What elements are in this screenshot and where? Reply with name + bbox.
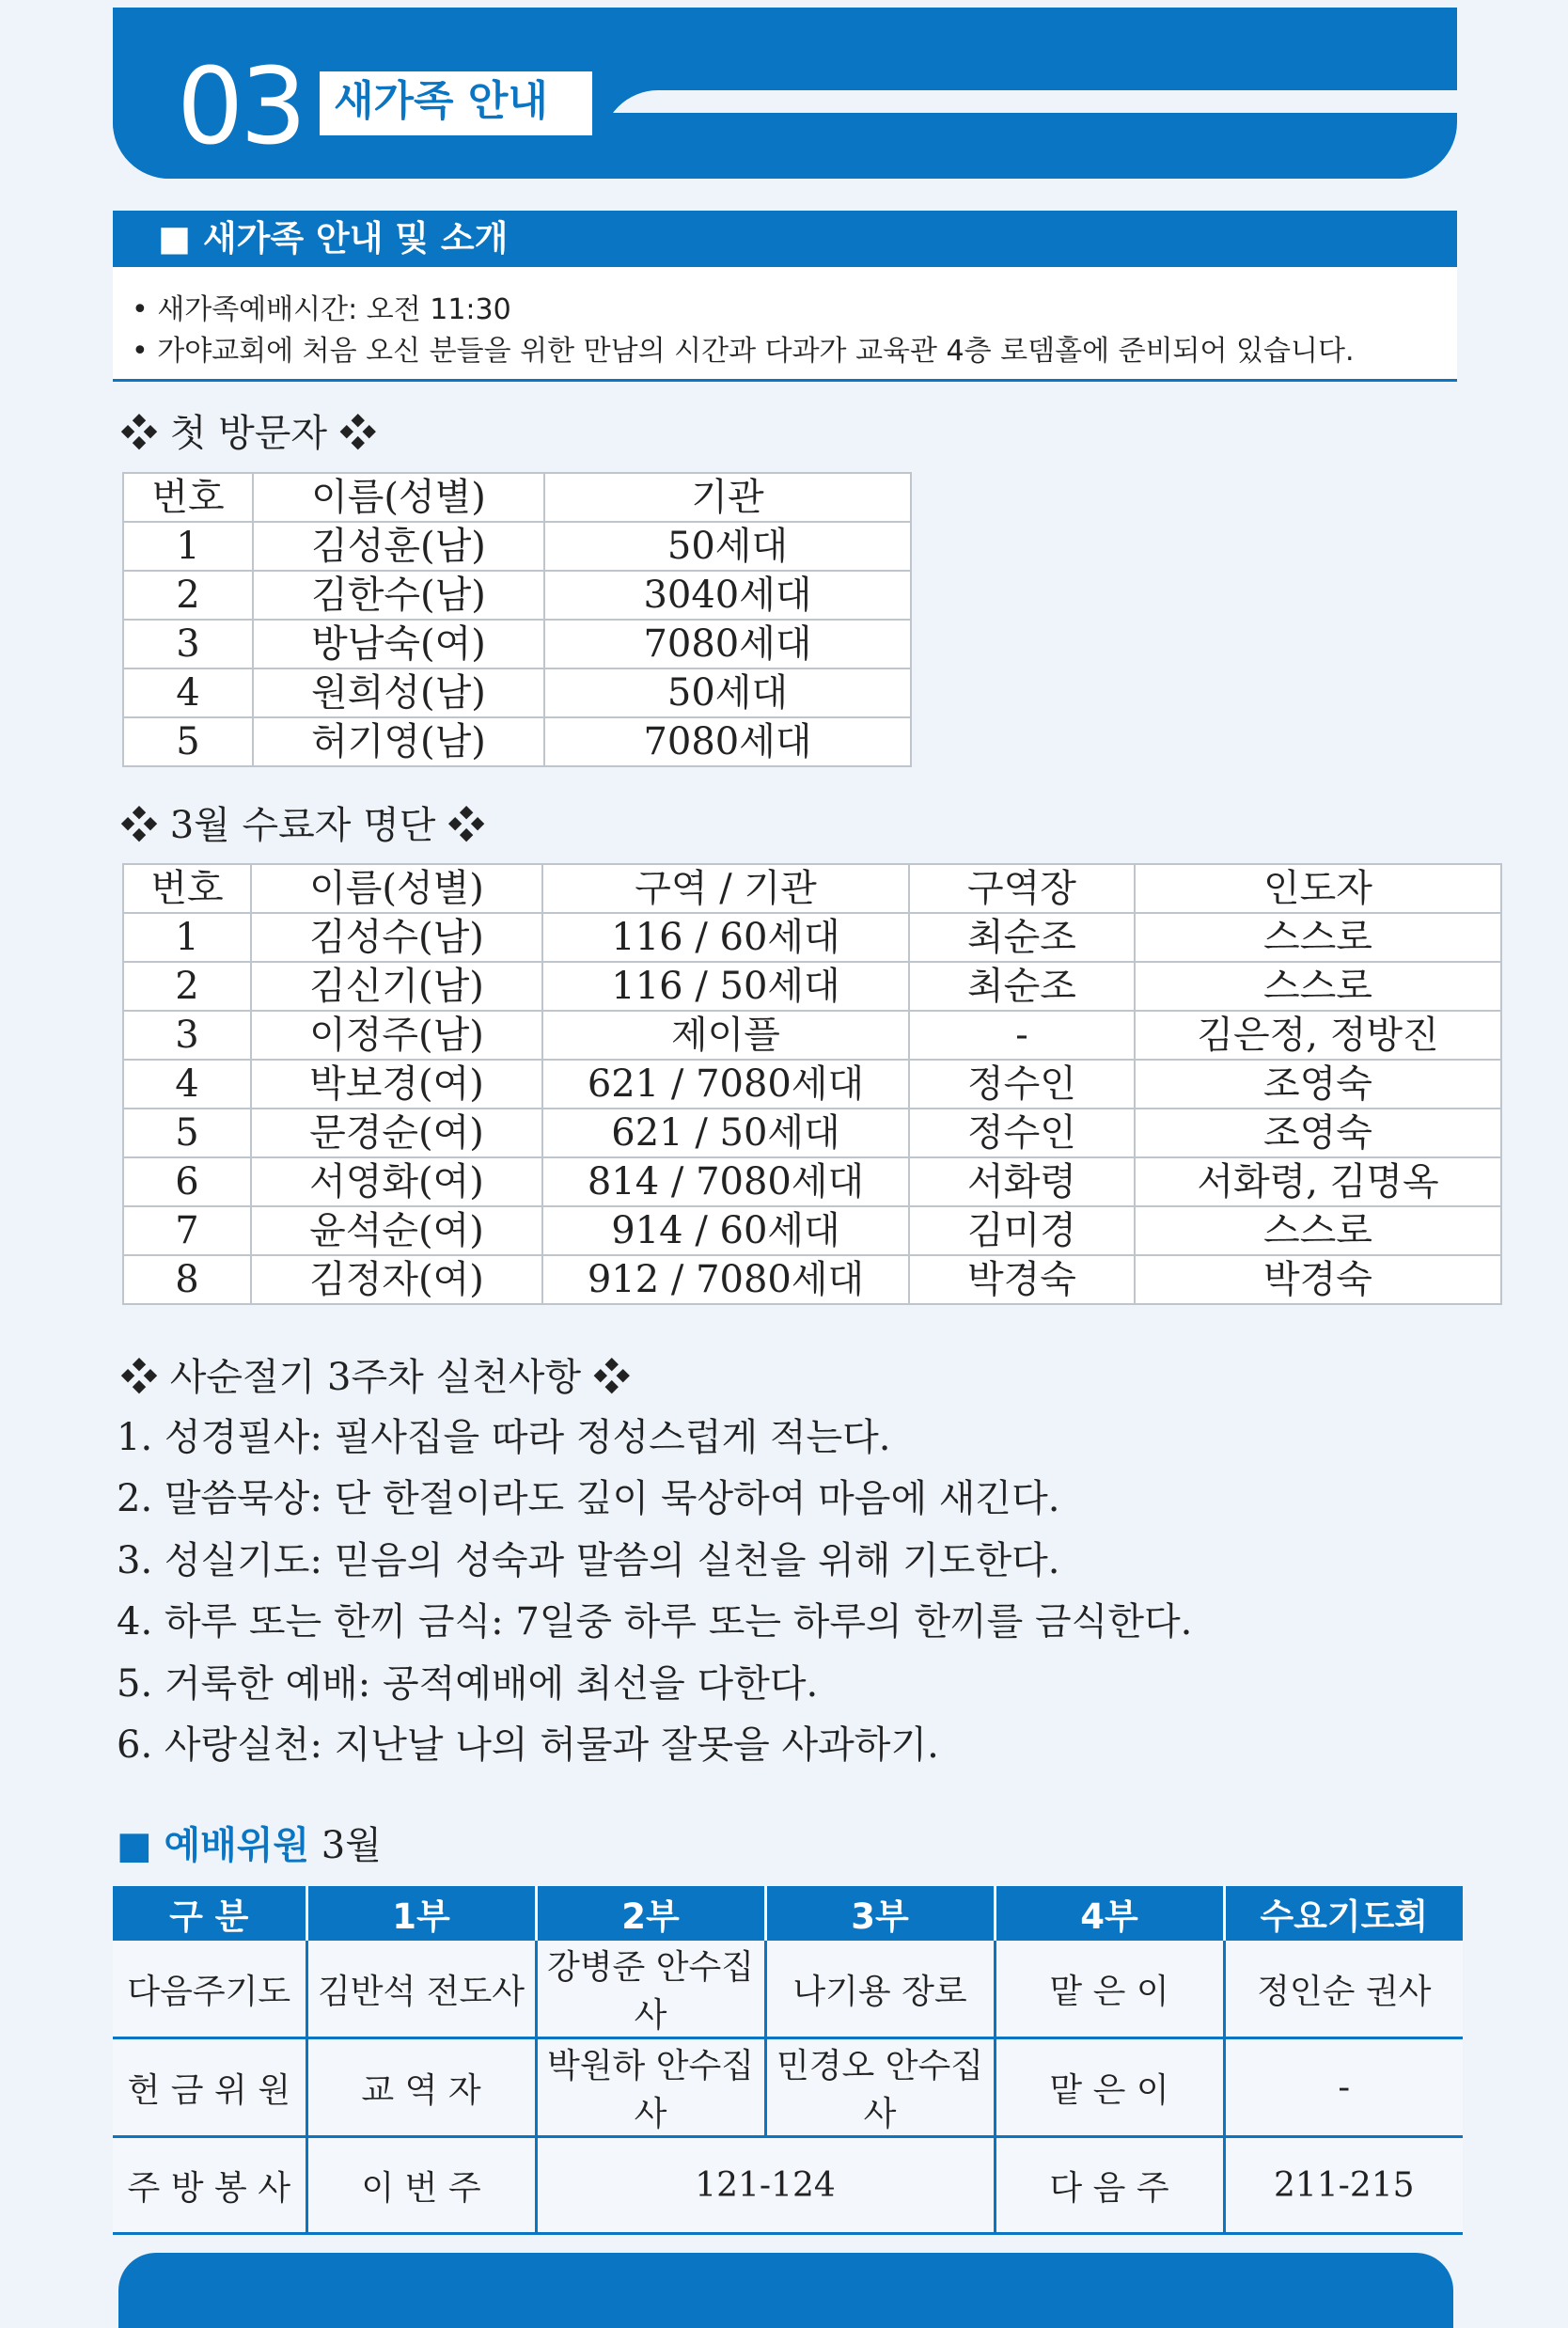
worship-committee-label: 예배위원 [164,1824,310,1867]
section-title: 새가족 안내 [334,77,548,125]
info-line: • 가야교회에 처음 오신 분들을 위한 만남의 시간과 다과가 교육관 4층 로뎀홀에 준비되어 있습니다. [132,331,1457,372]
cell: 스스로 [1135,962,1501,1011]
cell: 조영숙 [1135,1109,1501,1157]
table-row [123,1109,1501,1157]
header-cell: 번호 [123,473,253,522]
cell: 방남숙(여) [253,620,544,669]
info-line: • 새가족예배시간: 오전 11:30 [132,290,1457,331]
cell: 8 [123,1255,251,1304]
cell: 3040세대 [544,571,911,620]
table-row [123,522,911,571]
square-bullet-icon: ■ [117,1824,152,1867]
header-cell: 3부 [765,1886,995,1941]
cell: 정수인 [909,1109,1135,1157]
header-cell: 구역 / 기관 [542,864,909,913]
table-row [123,1060,1501,1109]
info-heading: ■ 새가족 안내 및 소개 [113,211,1457,267]
cell: 2 [123,571,253,620]
table-row [123,571,911,620]
offering-row [113,2038,1463,2137]
cell: 최순조 [909,913,1135,962]
cell: 621 / 50세대 [542,1109,909,1157]
practice-item: 1. 성경필사: 필사집을 따라 정성스럽게 적는다. [117,1416,891,1459]
practice-heading: ❖ 사순절기 3주차 실천사항 ❖ [120,1356,631,1399]
cell: 1 [123,913,251,962]
cell: 원희성(남) [253,669,544,717]
this-week-value: 121-124 [536,2137,995,2234]
prayer-row [113,1941,1463,2038]
next-week-label: 다 음 주 [995,2137,1224,2234]
cell: 맡 은 이 [995,2038,1224,2137]
cell: 116 / 60세대 [542,913,909,962]
table-header-row [123,864,1501,913]
cell: 5 [123,1109,251,1157]
table-row [123,669,911,717]
cell: 강병준 안수집사 [536,1941,765,2038]
cell: - [909,1011,1135,1060]
banner-bottom [113,113,1457,179]
cell: 7080세대 [544,717,911,766]
cell: 스스로 [1135,1206,1501,1255]
first-visitors-heading: ❖ 첫 방문자 ❖ [120,412,377,455]
table-row [123,962,1501,1011]
worship-committee-table [113,1886,1463,2235]
cell: 912 / 7080세대 [542,1255,909,1304]
table-row [123,1206,1501,1255]
cell: 김신기(남) [251,962,542,1011]
practice-item: 2. 말씀묵상: 단 한절이라도 깊이 묵상하여 마음에 새긴다. [117,1477,1060,1520]
cell: 3 [123,620,253,669]
table-row [123,717,911,766]
cell: 정수인 [909,1060,1135,1109]
cell: 김성훈(남) [253,522,544,571]
header-cell: 수요기도회 [1224,1886,1463,1941]
cell: 6 [123,1157,251,1206]
footer-bar [118,2253,1453,2328]
first-visitors-table [122,472,912,767]
cell: 김정자(여) [251,1255,542,1304]
cell: 김미경 [909,1206,1135,1255]
cell: 교 역 자 [306,2038,536,2137]
cell: 3 [123,1011,251,1060]
cell: 7080세대 [544,620,911,669]
cell: 5 [123,717,253,766]
practice-item: 3. 성실기도: 믿음의 성숙과 말씀의 실천을 위해 기도한다. [117,1539,1060,1582]
next-week-value: 211-215 [1224,2137,1463,2234]
header-cell: 이름(성별) [251,864,542,913]
table-row [123,913,1501,962]
cell: 스스로 [1135,913,1501,962]
table-header-row [113,1886,1463,1941]
cell: 814 / 7080세대 [542,1157,909,1206]
cell: 조영숙 [1135,1060,1501,1109]
header-cell: 구역장 [909,864,1135,913]
cell: 박경숙 [1135,1255,1501,1304]
table-row [123,620,911,669]
cell: 윤석순(여) [251,1206,542,1255]
cell: 2 [123,962,251,1011]
table-row [123,1011,1501,1060]
cell: 7 [123,1206,251,1255]
section-number: 03 [177,46,304,168]
cell: 914 / 60세대 [542,1206,909,1255]
header-cell: 기관 [544,473,911,522]
cell: 나기용 장로 [765,1941,995,2038]
cell: 116 / 50세대 [542,962,909,1011]
cell: 제이플 [542,1011,909,1060]
cell: 김은정, 정방진 [1135,1011,1501,1060]
cell: 박원하 안수집사 [536,2038,765,2137]
header-cell: 인도자 [1135,864,1501,913]
worship-committee-title [117,1820,382,1871]
header-cell: 구 분 [113,1886,306,1941]
table-row [123,1255,1501,1304]
row-label: 다음주기도 [113,1941,306,2038]
header-cell: 이름(성별) [253,473,544,522]
table-row [123,1157,1501,1206]
cell: 서화령, 김명옥 [1135,1157,1501,1206]
header-cell: 4부 [995,1886,1224,1941]
info-body [113,267,1457,382]
worship-committee-month: 3월 [321,1824,382,1867]
cell: 민경오 안수집사 [765,2038,995,2137]
cell: 김반석 전도사 [306,1941,536,2038]
cell: 621 / 7080세대 [542,1060,909,1109]
row-label: 주 방 봉 사 [113,2137,306,2234]
cell: 박보경(여) [251,1060,542,1109]
cell: 김성수(남) [251,913,542,962]
header-cell: 1부 [306,1886,536,1941]
cell: 50세대 [544,522,911,571]
practice-item: 6. 사랑실천: 지난날 나의 허물과 잘못을 사과하기. [117,1723,939,1767]
kitchen-row [113,2137,1463,2234]
cell: 정인순 권사 [1224,1941,1463,2038]
cell: 서영화(여) [251,1157,542,1206]
cell: 4 [123,669,253,717]
cell: 허기영(남) [253,717,544,766]
cell: - [1224,2038,1463,2137]
row-label: 헌 금 위 원 [113,2038,306,2137]
practice-item: 5. 거룩한 예배: 공적예배에 최선을 다한다. [117,1662,819,1706]
cell: 1 [123,522,253,571]
cell: 서화령 [909,1157,1135,1206]
cell: 50세대 [544,669,911,717]
cell: 김한수(남) [253,571,544,620]
cell: 이정주(남) [251,1011,542,1060]
header-cell: 2부 [536,1886,765,1941]
cell: 최순조 [909,962,1135,1011]
header-cell: 번호 [123,864,251,913]
cell: 박경숙 [909,1255,1135,1304]
graduates-heading: ❖ 3월 수료자 명단 ❖ [120,804,486,847]
table-header-row [123,473,911,522]
cell: 문경순(여) [251,1109,542,1157]
cell: 4 [123,1060,251,1109]
practice-item: 4. 하루 또는 한끼 금식: 7일중 하루 또는 하루의 한끼를 금식한다. [117,1600,1193,1644]
graduates-table [122,863,1502,1305]
this-week-label: 이 번 주 [306,2137,536,2234]
cell: 맡 은 이 [995,1941,1224,2038]
